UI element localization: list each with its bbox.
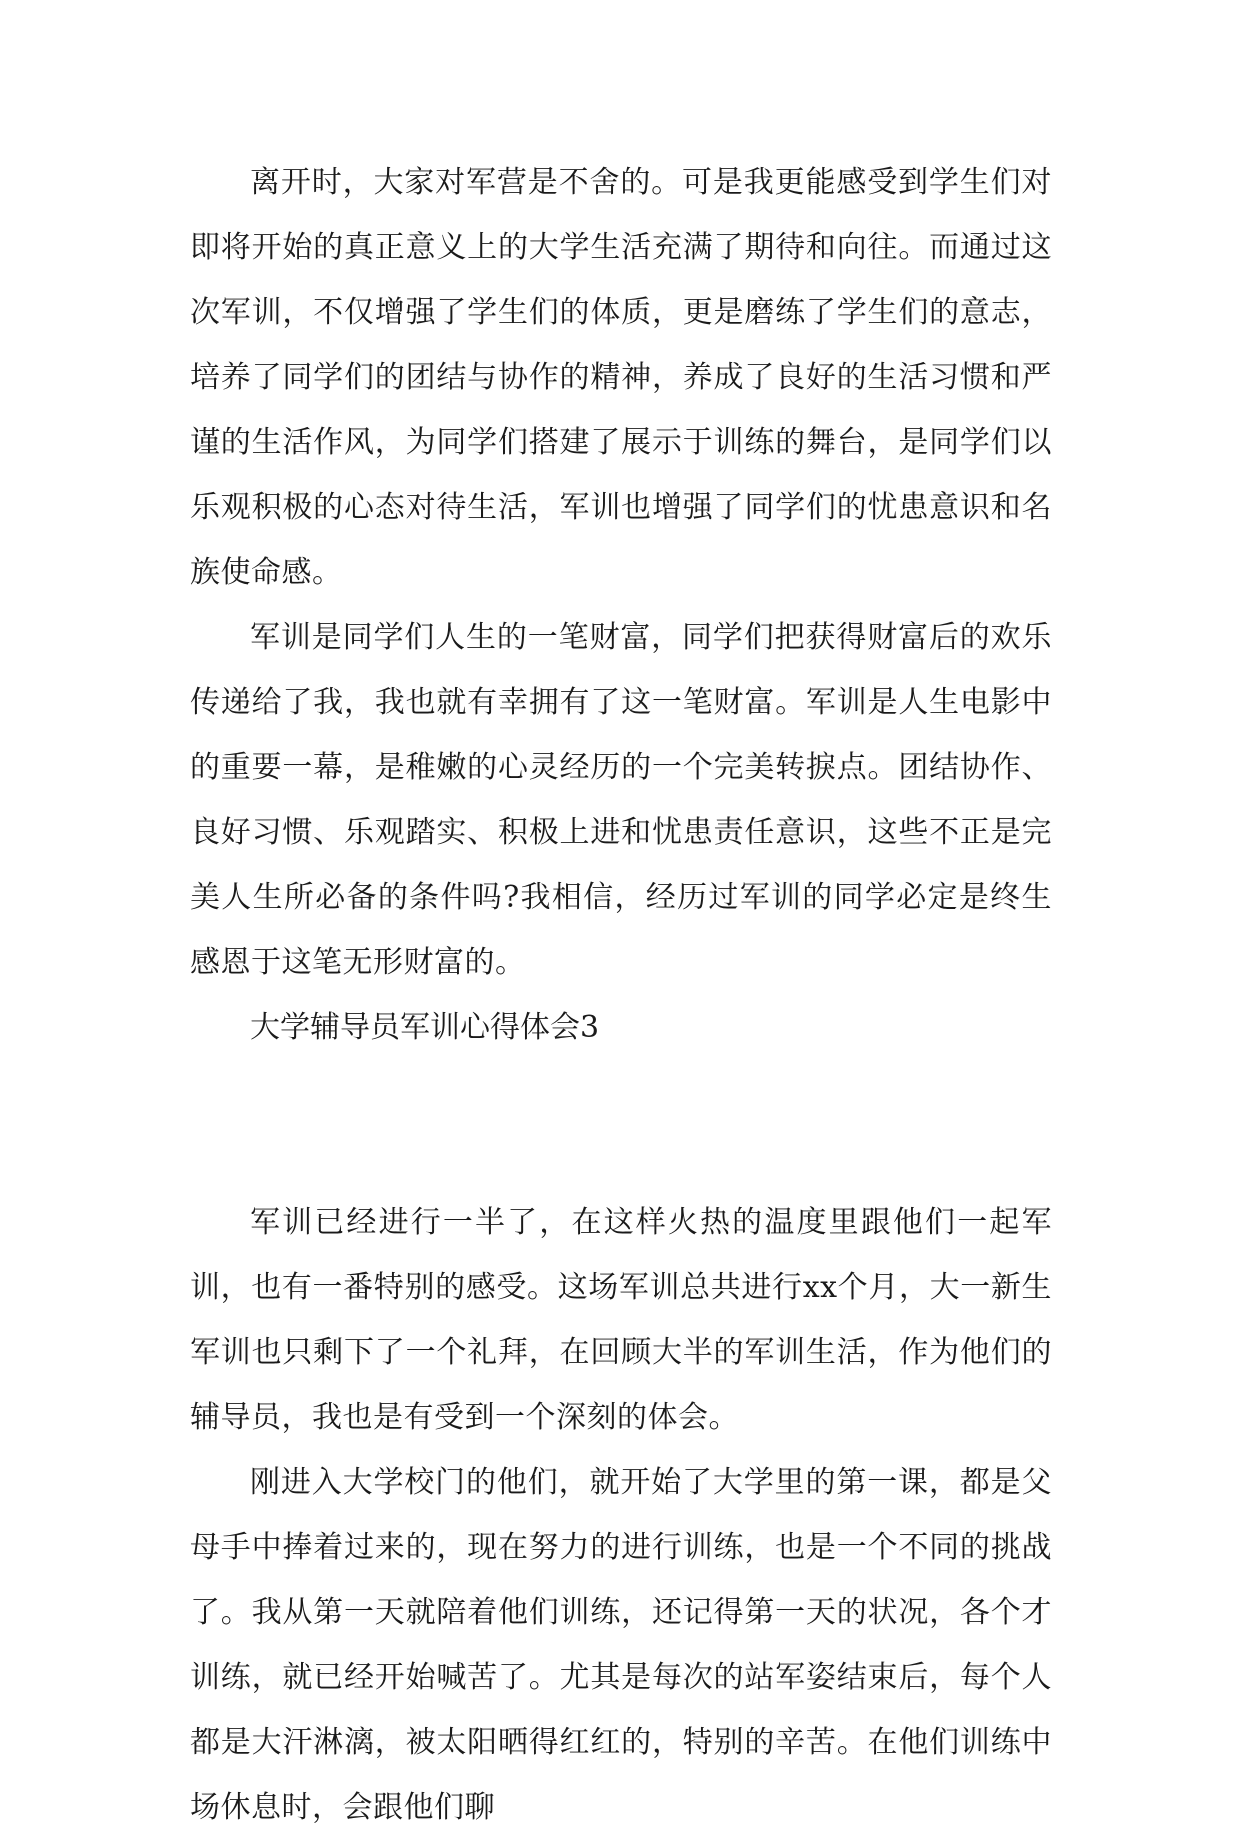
paragraph-leaving-camp: 离开时，大家对军营是不舍的。可是我更能感受到学生们对即将开始的真正意义上的大学生活充满了期待和向往。而通过这次军训，不仅增强了学生们的体质，更是磨练了学生们的意志，培养了同学们的团结与协作的精神，养成了良好的生活习惯和严谨的生活作风，为同学们搭建了展示于训练的舞台，是同学们以乐观积极的心态对待生活，军训也增强了同学们的忧患意识和名族使命感。	[190, 165, 1052, 590]
document-page	[190, 150, 1052, 1840]
paragraph-military-training-wealth: 军训是同学们人生的一笔财富，同学们把获得财富后的欢乐传递给了我，我也就有幸拥有了这一笔财富。军训是人生电影中的重要一幕，是稚嫩的心灵经历的一个完美转捩点。团结协作、良好习惯、乐观踏实、积极上进和忧患责任意识，这些不正是完美人生所必备的条件吗?我相信，经历过军训的同学必定是终生感恩于这笔无形财富的。	[190, 620, 1052, 980]
paragraph-first-lesson: 刚进入大学校门的他们，就开始了大学里的第一课，都是父母手中捧着过来的，现在努力的进行训练，也是一个不同的挑战了。我从第一天就陪着他们训练，还记得第一天的状况，各个才训练，就已经开始喊苦了。尤其是每次的站军姿结束后，每个人都是大汗淋漓，被太阳晒得红红的，特别的辛苦。在他们训练中场休息时，会跟他们聊	[190, 1465, 1052, 1825]
paragraph-training-halfway: 军训已经进行一半了，在这样火热的温度里跟他们一起军训，也有一番特别的感受。这场军训总共进行xx个月，大一新生军训也只剩下了一个礼拜，在回顾大半的军训生活，作为他们的辅导员，我也是有受到一个深刻的体会。	[190, 1205, 1052, 1435]
section-spacer	[190, 1060, 1052, 1190]
section-heading: 大学辅导员军训心得体会3	[250, 1010, 600, 1045]
